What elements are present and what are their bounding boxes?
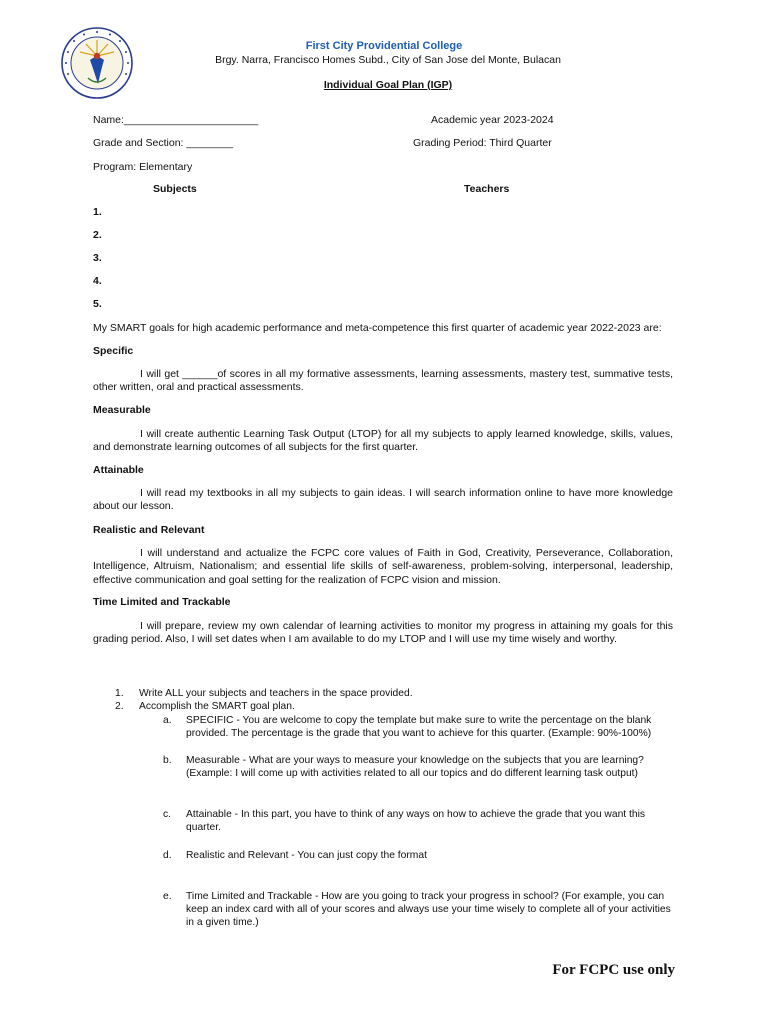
instruction-item: 2. Accomplish the SMART goal plan. [115, 701, 295, 712]
subjects-header: Subjects [153, 183, 197, 195]
section-heading-time-limited-trackable: Time Limited and Trackable [93, 596, 231, 608]
grade-section-field-label: Grade and Section: ________ [93, 137, 234, 149]
subject-row-number: 2. [93, 229, 102, 241]
section-text-realistic-relevant: I will understand and actualize the FCPC core values of Faith in God, Creativity, Perseverance, Collaboration, Intelligence, Altruism, Nationalism; and essential life skills of self-awareness, problem-solving, interpersonal, leadership, effective communication and goal setting for the realization of FCPC vision and mission. [93, 547, 673, 586]
instruction-subitem: d. Realistic and Relevant - You can just copy the format [163, 850, 427, 861]
name-field-label: Name:_______________________ [93, 114, 259, 126]
section-heading-attainable: Attainable [93, 464, 144, 476]
fcpc-use-only-note: For FCPC use only [552, 962, 675, 978]
instruction-subitem: b. Measurable - What are your ways to measure your knowledge on the subjects that you are learning? (Example: I will come up with activities related to all our topics and do different learning task output) [163, 755, 644, 779]
subject-row-number: 4. [93, 275, 102, 287]
section-text-measurable: I will create authentic Learning Task Output (LTOP) for all my subjects to apply learned knowledge, skills, values, and demonstrate learning outcomes of all subjects for the first quarter. [93, 428, 673, 454]
instruction-subitem: e. Time Limited and Trackable - How are you going to track your progress in school? (For example, you can keep an index card with all of your scores and always use your time wisely to complete all of your activities in a given time.) [163, 891, 671, 928]
academic-year: Academic year 2023-2024 [431, 114, 554, 126]
section-text-specific: I will get ______of scores in all my formative assessments, learning assessments, mastery test, summative tests, other written, oral and practical assessments. [93, 368, 673, 394]
teachers-header: Teachers [464, 183, 510, 195]
section-heading-specific: Specific [93, 345, 134, 357]
college-address: Brgy. Narra, Francisco Homes Subd., City of San Jose del Monte, Bulacan [215, 54, 561, 66]
grading-period: Grading Period: Third Quarter [413, 137, 552, 149]
instruction-item: 1. Write ALL your subjects and teachers in the space provided. [115, 688, 413, 699]
instruction-subitem: a. SPECIFIC - You are welcome to copy the template but make sure to write the percentage on the blank provided. The percentage is the grade that you want to achieve for this quarter. (Example: 90%-100%) [163, 715, 652, 739]
section-heading-measurable: Measurable [93, 404, 151, 416]
college-name: First City Providential College [305, 40, 463, 52]
instruction-subitem: c. Attainable - In this part, you have to think of any ways on how to achieve the grade that you want this quarter. [163, 809, 646, 833]
subject-row-number: 3. [93, 252, 102, 264]
subject-row-number: 5. [93, 298, 102, 310]
plan-title: Individual Goal Plan (IGP) [323, 79, 453, 91]
section-heading-realistic-relevant: Realistic and Relevant [93, 524, 205, 536]
subject-row-number: 1. [93, 206, 102, 218]
section-text-time-limited-trackable: I will prepare, review my own calendar of learning activities to monitor my progress in attaining my goals for this grading period. Also, I will set dates when I am available to do my LTOP and I will use my time wisely and worthy. [93, 620, 673, 646]
smart-goals-intro: My SMART goals for high academic performance and meta-competence this first quarter of academic year 2022-2023 are: [93, 322, 662, 334]
program: Program: Elementary [93, 161, 193, 173]
section-text-attainable: I will read my textbooks in all my subjects to gain ideas. I will search information online to have more knowledge about our lesson. [93, 487, 673, 513]
